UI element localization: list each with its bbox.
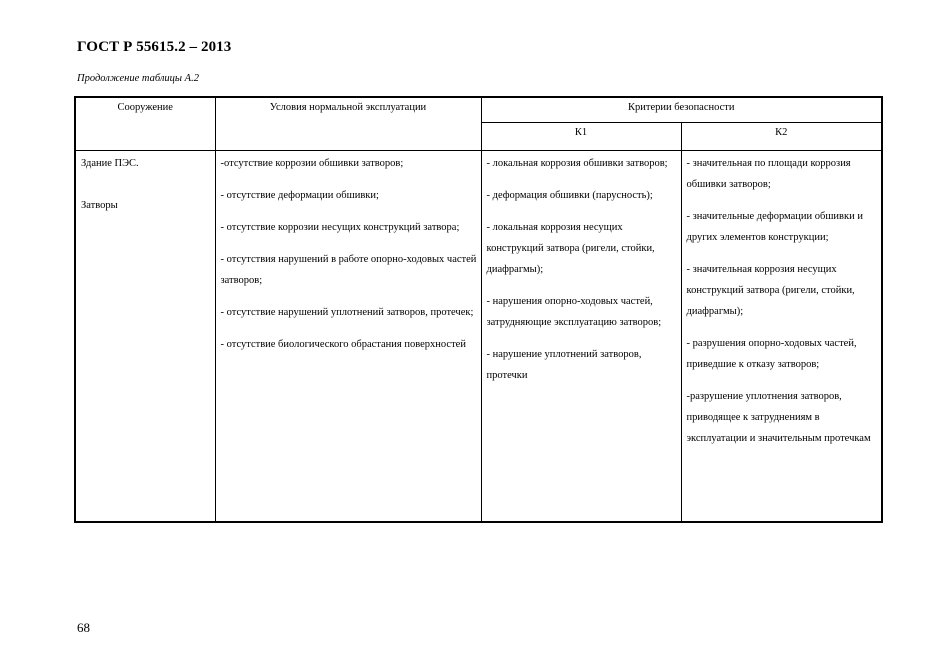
k1-item: - нарушение уплотнений затворов, протечки — [486, 348, 642, 381]
document-header: ГОСТ Р 55615.2 – 2013 — [77, 39, 232, 55]
k1-item: - деформация обшивки (парусность); — [486, 189, 653, 201]
page-number: 68 — [77, 620, 90, 635]
header-k1: К1 — [481, 122, 681, 150]
cell-k1 — [481, 150, 681, 522]
header-structure: Сооружение — [75, 97, 215, 150]
header-k2: К2 — [681, 122, 882, 150]
condition-item: -отсутствие коррозии обшивки затворов; — [220, 157, 404, 169]
k2-item: - значительная коррозия несущих конструкций затвора (ригели, стойки, диафрагмы); — [686, 263, 855, 317]
k2-item: - значительные деформации обшивки и других элементов конструкции; — [686, 210, 863, 243]
k2-item: -разрушение уплотнения затворов, приводящее к затруднениям в эксплуатации и значительным протечкам — [686, 390, 871, 444]
k1-item: - локальная коррозия обшивки затворов; — [486, 157, 668, 169]
cell-conditions — [215, 150, 481, 522]
condition-item: - отсутствие биологического обрастания поверхностей — [220, 338, 466, 350]
k1-item: - нарушения опорно-ходовых частей, затрудняющие эксплуатацию затворов; — [486, 295, 662, 328]
condition-item: - отсутствие нарушений уплотнений затворов, протечек; — [220, 306, 474, 318]
condition-item: - отсутствия нарушений в работе опорно-ходовых частей затворов; — [220, 253, 477, 286]
requirements-table — [74, 96, 883, 523]
condition-item: - отсутствие коррозии несущих конструкций затвора; — [220, 221, 460, 233]
structure-line: Затворы — [81, 199, 118, 211]
k1-item: - локальная коррозия несущих конструкций затвора (ригели, стойки, диафрагмы); — [486, 221, 655, 275]
cell-k2 — [681, 150, 882, 522]
header-criteria: Критерии безопасности — [481, 97, 882, 122]
k2-item: - значительная по площади коррозия обшивки затворов; — [686, 157, 851, 190]
cell-structure — [75, 150, 215, 522]
condition-item: - отсутствие деформации обшивки; — [220, 189, 379, 201]
structure-line: Здание ПЭС. — [81, 157, 139, 169]
table-caption: Продолжение таблицы А.2 — [77, 73, 199, 84]
header-conditions: Условия нормальной эксплуатации — [215, 97, 481, 150]
k2-item: - разрушения опорно-ходовых частей, приведшие к отказу затворов; — [686, 337, 857, 370]
